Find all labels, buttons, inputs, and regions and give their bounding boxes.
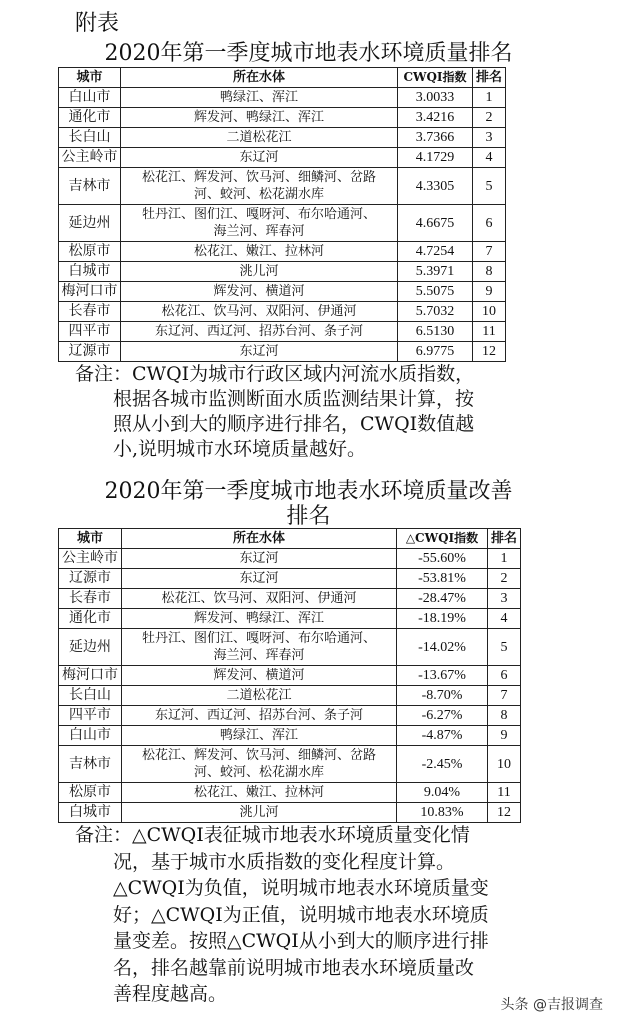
rank-cell: 12 xyxy=(488,803,521,823)
rank-cell: 5 xyxy=(488,629,521,666)
water-body-cell: 二道松花江 xyxy=(122,686,397,706)
index-cell: 5.5075 xyxy=(398,282,473,302)
rank-cell: 12 xyxy=(473,342,506,362)
table-row xyxy=(59,609,521,629)
column-header: 排名 xyxy=(488,529,521,549)
column-header: 城市 xyxy=(59,68,121,88)
city-cell: 延边州 xyxy=(59,629,122,666)
index-cell: -18.19% xyxy=(397,609,488,629)
index-cell: 4.6675 xyxy=(398,205,473,242)
table-row xyxy=(59,242,506,262)
water-body-cell: 辉发河、横道河 xyxy=(121,282,398,302)
watermark: 头条 @吉报调查 xyxy=(500,997,603,1013)
table-row xyxy=(59,88,506,108)
table-row xyxy=(59,783,521,803)
table-header-row xyxy=(59,529,521,549)
city-cell: 四平市 xyxy=(59,322,121,342)
city-cell: 辽源市 xyxy=(59,569,122,589)
table-row xyxy=(59,282,506,302)
city-cell: 长春市 xyxy=(59,589,122,609)
table-row xyxy=(59,569,521,589)
index-cell: 6.9775 xyxy=(398,342,473,362)
column-header: 排名 xyxy=(473,68,506,88)
table-row xyxy=(59,322,506,342)
table-row xyxy=(59,302,506,322)
water-body-cell: 东辽河 xyxy=(121,342,398,362)
rank-cell: 7 xyxy=(488,686,521,706)
rank-cell: 9 xyxy=(488,726,521,746)
water-body-cell: 洮儿河 xyxy=(121,262,398,282)
table-row xyxy=(59,746,521,783)
rank-cell: 1 xyxy=(488,549,521,569)
city-cell: 长白山 xyxy=(59,128,121,148)
rank-cell: 9 xyxy=(473,282,506,302)
table-row xyxy=(59,262,506,282)
city-cell: 公主岭市 xyxy=(59,549,122,569)
rank-cell: 5 xyxy=(473,168,506,205)
index-cell: -14.02% xyxy=(397,629,488,666)
table-row xyxy=(59,205,506,242)
city-cell: 白山市 xyxy=(59,88,121,108)
table-row xyxy=(59,686,521,706)
index-cell: -28.47% xyxy=(397,589,488,609)
water-body-cell: 牡丹江、图们江、嘎呀河、布尔哈通河、 海兰河、珲春河 xyxy=(121,205,398,242)
table-row xyxy=(59,803,521,823)
water-body-cell: 东辽河 xyxy=(121,148,398,168)
table-row xyxy=(59,168,506,205)
water-body-cell: 松花江、辉发河、饮马河、细鳞河、岔路 河、蛟河、松花湖水库 xyxy=(121,168,398,205)
city-cell: 四平市 xyxy=(59,706,122,726)
note-line: 好；△CWQI为正值，说明城市地表水环境质 xyxy=(113,903,489,926)
index-cell: 6.5130 xyxy=(398,322,473,342)
rank-cell: 4 xyxy=(473,148,506,168)
table-row xyxy=(59,342,506,362)
improvement-ranking-table xyxy=(58,528,521,823)
water-body-cell: 二道松花江 xyxy=(121,128,398,148)
water-body-cell: 东辽河、西辽河、招苏台河、条子河 xyxy=(121,322,398,342)
column-header: CWQI指数 xyxy=(398,68,473,88)
column-header: 所在水体 xyxy=(121,68,398,88)
city-cell: 松原市 xyxy=(59,783,122,803)
rank-cell: 8 xyxy=(488,706,521,726)
index-cell: 10.83% xyxy=(397,803,488,823)
column-header: 城市 xyxy=(59,529,122,549)
rank-cell: 11 xyxy=(488,783,521,803)
city-cell: 白山市 xyxy=(59,726,122,746)
index-cell: 9.04% xyxy=(397,783,488,803)
ranking-table xyxy=(58,67,506,362)
table-row xyxy=(59,726,521,746)
table1-note xyxy=(75,362,474,462)
city-cell: 长白山 xyxy=(59,686,122,706)
table-row xyxy=(59,706,521,726)
rank-cell: 7 xyxy=(473,242,506,262)
city-cell: 通化市 xyxy=(59,609,122,629)
index-cell: -6.27% xyxy=(397,706,488,726)
rank-cell: 3 xyxy=(473,128,506,148)
water-body-cell: 东辽河 xyxy=(122,549,397,569)
table-row xyxy=(59,108,506,128)
city-cell: 松原市 xyxy=(59,242,121,262)
water-body-cell: 洮儿河 xyxy=(122,803,397,823)
table2-note xyxy=(75,822,489,1008)
index-cell: 4.1729 xyxy=(398,148,473,168)
rank-cell: 8 xyxy=(473,262,506,282)
table-row xyxy=(59,148,506,168)
table-row xyxy=(59,666,521,686)
table2-title: 2020年第一季度城市地表水环境质量改善 xyxy=(104,479,513,504)
city-cell: 梅河口市 xyxy=(59,666,122,686)
table-header-row xyxy=(59,68,506,88)
water-body-cell: 东辽河 xyxy=(122,569,397,589)
index-cell: 5.7032 xyxy=(398,302,473,322)
note-line: 量变差。按照△CWQI从小到大的顺序进行排 xyxy=(113,930,489,952)
index-cell: 4.3305 xyxy=(398,168,473,205)
column-header: △CWQI指数 xyxy=(397,529,488,549)
rank-cell: 2 xyxy=(488,569,521,589)
rank-cell: 2 xyxy=(473,108,506,128)
rank-cell: 1 xyxy=(473,88,506,108)
index-cell: -8.70% xyxy=(397,686,488,706)
water-body-cell: 松花江、饮马河、双阳河、伊通河 xyxy=(122,589,397,609)
table2-title-line2: 排名 xyxy=(286,504,331,529)
note-line: 照从小到大的顺序进行排名，CWQI数值越 xyxy=(113,413,475,435)
index-cell: 5.3971 xyxy=(398,262,473,282)
note-line: 名，排名越靠前说明城市地表水环境质量改 xyxy=(113,956,475,979)
city-cell: 延边州 xyxy=(59,205,121,242)
water-body-cell: 松花江、嫩江、拉林河 xyxy=(121,242,398,262)
appendix-label: 附表 xyxy=(75,11,120,36)
index-cell: -55.60% xyxy=(397,549,488,569)
city-cell: 通化市 xyxy=(59,108,121,128)
rank-cell: 3 xyxy=(488,589,521,609)
note-line: 善程度越高。 xyxy=(113,983,228,1005)
table-row xyxy=(59,549,521,569)
water-body-cell: 鸭绿江、浑江 xyxy=(122,726,397,746)
water-body-cell: 松花江、辉发河、饮马河、细鳞河、岔路 河、蛟河、松花湖水库 xyxy=(122,746,397,783)
column-header: 所在水体 xyxy=(122,529,397,549)
water-body-cell: 东辽河、西辽河、招苏台河、条子河 xyxy=(122,706,397,726)
index-cell: -2.45% xyxy=(397,746,488,783)
water-body-cell: 松花江、饮马河、双阳河、伊通河 xyxy=(121,302,398,322)
index-cell: 3.7366 xyxy=(398,128,473,148)
city-cell: 长春市 xyxy=(59,302,121,322)
city-cell: 吉林市 xyxy=(59,746,122,783)
table-row xyxy=(59,629,521,666)
index-cell: -53.81% xyxy=(397,569,488,589)
rank-cell: 4 xyxy=(488,609,521,629)
city-cell: 白城市 xyxy=(59,262,121,282)
water-body-cell: 鸭绿江、浑江 xyxy=(121,88,398,108)
note-line: △CWQI为负值，说明城市地表水环境质量变 xyxy=(113,877,489,899)
city-cell: 白城市 xyxy=(59,803,122,823)
index-cell: 3.4216 xyxy=(398,108,473,128)
rank-cell: 10 xyxy=(473,302,506,322)
water-body-cell: 辉发河、鸭绿江、浑江 xyxy=(122,609,397,629)
index-cell: -13.67% xyxy=(397,666,488,686)
city-cell: 公主岭市 xyxy=(59,148,121,168)
water-body-cell: 牡丹江、图们江、嘎呀河、布尔哈通河、 海兰河、珲春河 xyxy=(122,629,397,666)
note-line: 备注：△CWQI表征城市地表水环境质量变化情 xyxy=(75,824,470,846)
city-cell: 吉林市 xyxy=(59,168,121,205)
water-body-cell: 辉发河、横道河 xyxy=(122,666,397,686)
table-row xyxy=(59,589,521,609)
water-body-cell: 松花江、嫩江、拉林河 xyxy=(122,783,397,803)
rank-cell: 10 xyxy=(488,746,521,783)
city-cell: 辽源市 xyxy=(59,342,121,362)
index-cell: 4.7254 xyxy=(398,242,473,262)
city-cell: 梅河口市 xyxy=(59,282,121,302)
rank-cell: 6 xyxy=(488,666,521,686)
table1-title: 2020年第一季度城市地表水环境质量排名 xyxy=(104,41,513,66)
rank-cell: 6 xyxy=(473,205,506,242)
rank-cell: 11 xyxy=(473,322,506,342)
water-body-cell: 辉发河、鸭绿江、浑江 xyxy=(121,108,398,128)
note-line: 小,说明城市水环境质量越好。 xyxy=(113,438,367,460)
table-row xyxy=(59,128,506,148)
index-cell: 3.0033 xyxy=(398,88,473,108)
note-line: 根据各城市监测断面水质监测结果计算，按 xyxy=(113,388,475,410)
note-line: 备注：CWQI为城市行政区域内河流水质指数， xyxy=(75,363,475,385)
note-line: 况，基于城市水质指数的变化程度计算。 xyxy=(113,850,456,873)
index-cell: -4.87% xyxy=(397,726,488,746)
